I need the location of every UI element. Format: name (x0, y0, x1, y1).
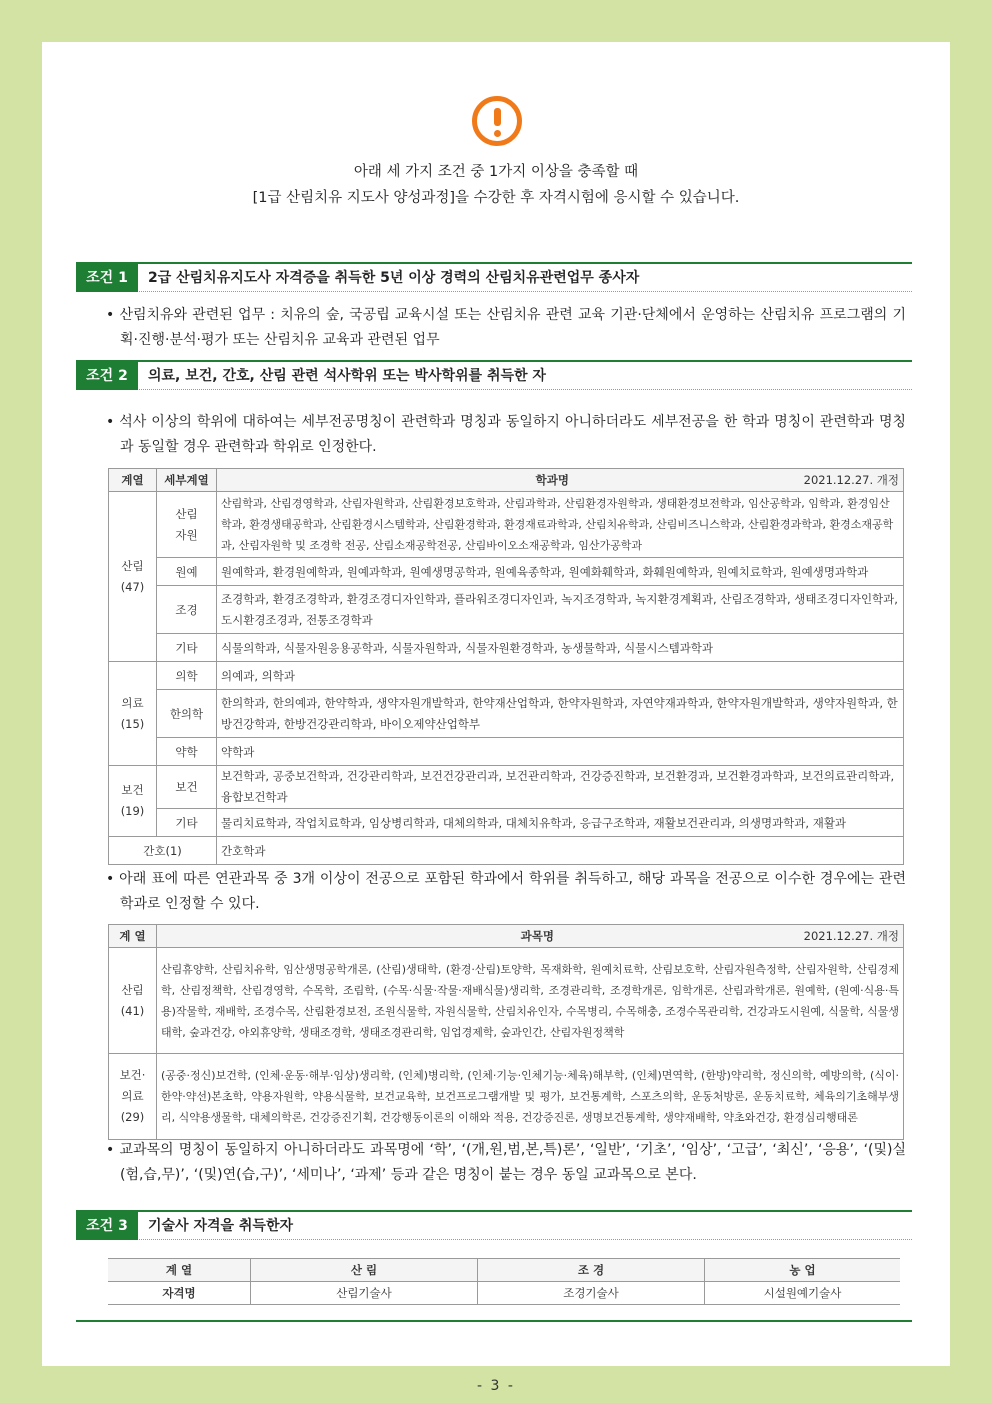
condition-3-tag: 조건 3 (76, 1212, 138, 1240)
forest-resources-list: 산림학과, 산림경영학과, 산림자원학과, 산림환경보호학과, 산림과학과, 산림환경자원학과, 생태환경보전학과, 임산공학과, 임학과, 환경임산학과, 환경생태공학과, 산림환경시스템학과, 산림환경학과, 환경재료과학과, 산림치유학과, 산림비즈니스학과, 산림환경과학과, 환경소재공학과, 산림자원학 및 조경학 전공, 산림소재공학전공, 산림바이오소재공학과, 임산가공학과 (217, 492, 904, 558)
landscape-list: 조경학과, 환경조경학과, 환경조경디자인학과, 플라워조경디자인과, 녹지조경학과, 녹지환경계획과, 산림조경학과, 생태조경디자인학과, 도시환경조경과, 전통조경학과 (217, 586, 904, 634)
condition-2-title: 의료, 보건, 간호, 산림 관련 석사학위 또는 박사학위를 취득한 자 (148, 368, 546, 384)
sub-medicine: 의학 (157, 662, 217, 690)
sub-health: 보건 (157, 766, 217, 809)
condition-3-header (76, 1210, 912, 1240)
subject-field-forest: 산림 (41) (109, 948, 157, 1054)
forest-etc-list: 식물의학과, 식물자원응용공학과, 식물자원학과, 식물자원환경학과, 농생물학과, 식물시스템과학과 (217, 634, 904, 662)
q-forest: 산림기술사 (251, 1282, 478, 1305)
medicine-list: 의예과, 의학과 (217, 662, 904, 690)
nursing-list: 간호학과 (217, 837, 904, 865)
forest-subject-list: 산림휴양학, 산림치유학, 임산생명공학개론, (산림)생태학, (환경·산림)토양학, 목재화학, 원예치료학, 산림보호학, 산림자원측정학, 산림자원학, 산림경제학, 산림정책학, 산림경영학, 수목학, 조림학, (수목·식물·작물·재배식물)생리학, 조경관리학, 조경학개론, 임학개론, 산림과학개론, 원예학, (원예·식용·특용)작물학, 재배학, 조경수목, 산림환경보전, 조원식물학, 자원식물학, 산림치유인자, 수목병리, 수목해충, 조경수목관리학, 건강과도시원예, 식물학, 식물생태학, 숲과건강, 야외휴양학, 생태조경학, 생태조경관리학, 임업경제학, 숲과인간, 산림자원정책학 (157, 948, 904, 1054)
health-subject-list: (공중·정신)보건학, (인체·운동·해부·임상)생리학, (인체)병리학, (인체·기능·인체기능·체육)해부학, (인체)면역학, (한방)약리학, 정신의학, 예방의학, (식이·한약·약선)본초학, 약용자원학, 약용식물학, 보건교육학, 보건프로그램개발 및 평가, 보건통계학, 스포츠의학, 운동처방론, 운동치료학, 체육의기초해부생리, 식약용생물학, 대체의학론, 건강증진기획, 건강행동이론의 이해와 적용, 건강증진론, 생명보건통계학, 생약재배학, 약초와건강, 환경심리행태론 (157, 1054, 904, 1140)
bottom-divider (76, 1320, 912, 1322)
exclamation-icon (472, 96, 522, 146)
subject-revision-date: 2021.12.27. 개정 (803, 929, 899, 943)
condition-3-title: 기술사 자격을 취득한자 (148, 1218, 293, 1234)
condition-2-bullet-2: • 아래 표에 따른 연관과목 중 3개 이상이 전공으로 포함된 학과에서 학위를 취득하고, 해당 과목을 전공으로 이수한 경우에는 관련학과로 인정할 수 있다. (106, 871, 906, 912)
q-landscape: 조경기술사 (478, 1282, 705, 1305)
th-department-label: 학과명 (535, 473, 569, 487)
field-medical: 의료 (15) (109, 662, 157, 766)
health-etc-list: 물리치료학과, 작업치료학과, 임상병리학과, 대체의학과, 대체치유학과, 응급구조학과, 재활보건관리과, 의생명과학과, 재활과 (217, 809, 904, 837)
page-number: - 3 - (477, 1378, 515, 1394)
condition-2-bullet-3: • 교과목의 명칭이 동일하지 아니하더라도 과목명에 ‘학’, ‘(개,원,범,본,특)론’, ‘일반’, ‘기초’, ‘임상’, ‘고급’, ‘최신’, ‘응용’, ‘(및)실(험,습,무)’, ‘(및)연(습,구)’, ‘세미나’, ‘과제’ 등과 같은 명칭이 붙는 경우 동일 교과목으로 본다. (106, 1142, 906, 1183)
engineer-qualification-table (108, 1258, 900, 1305)
sub-landscape: 조경 (157, 586, 217, 634)
field-nursing: 간호(1) (109, 837, 217, 865)
condition-1-bullet: • 산림치유와 관련된 업무 : 치유의 숲, 국공립 교육시설 또는 산림치유 관련 교육 기관·단체에서 운영하는 산림치유 프로그램의 기획·진행·분석·평가 또는 산림치유 교육과 관련된 업무 (106, 307, 906, 348)
oriental-medicine-list: 한의학과, 한의예과, 한약학과, 생약자원개발학과, 한약재산업학과, 한약자원학과, 자연약재과학과, 한약자원개발학과, 생약자원학과, 한방건강학과, 한방건강관리학과, 바이오제약산업학부 (217, 690, 904, 738)
th-q-field: 계 열 (108, 1259, 251, 1282)
th-field: 계열 (109, 469, 157, 492)
q-row-label: 자격명 (108, 1282, 251, 1305)
revision-date: 2021.12.27. 개정 (803, 473, 899, 487)
sub-horticulture: 원예 (157, 558, 217, 586)
condition-2-header (76, 360, 912, 390)
health-list: 보건학과, 공중보건학과, 건강관리학과, 보건건강관리과, 보건관리학과, 건강증진학과, 보건환경과, 보건환경과학과, 보건의료관리학과, 융합보건학과 (217, 766, 904, 809)
sub-forest-resources: 산림 자원 (157, 492, 217, 558)
th-q-forest: 산 림 (251, 1259, 478, 1282)
condition-1-title: 2급 산림치유지도사 자격증을 취득한 5년 이상 경력의 산림치유관련업무 종사자 (148, 270, 640, 286)
intro-line-2: [1급 산림치유 지도사 양성과정]을 수강한 후 자격시험에 응시할 수 있습니다. (252, 190, 740, 206)
sub-oriental-medicine: 한의학 (157, 690, 217, 738)
document-page (42, 42, 950, 1366)
pharmacy-list: 약학과 (217, 738, 904, 766)
condition-1-tag: 조건 1 (76, 264, 138, 292)
th-q-landscape: 조 경 (478, 1259, 705, 1282)
related-subjects-table (108, 924, 904, 1140)
sub-forest-etc: 기타 (157, 634, 217, 662)
subject-field-health: 보건· 의료 (29) (109, 1054, 157, 1140)
intro-line-1: 아래 세 가지 조건 중 1가지 이상을 충족할 때 (353, 164, 639, 180)
sub-health-etc: 기타 (157, 809, 217, 837)
th-department (217, 469, 904, 492)
th-subject-label: 과목명 (520, 929, 554, 943)
horticulture-list: 원예학과, 환경원예학과, 원예과학과, 원예생명공학과, 원예육종학과, 원예화훼학과, 화훼원예학과, 원예치료학과, 원예생명과학과 (217, 558, 904, 586)
related-departments-table (108, 468, 904, 865)
field-forest: 산림 (47) (109, 492, 157, 662)
condition-2-bullet-1: • 석사 이상의 학위에 대하여는 세부전공명칭이 관련학과 명칭과 동일하지 아니하더라도 세부전공을 한 학과 명칭이 관련학과 명칭과 동일할 경우 관련학과 학위로 인정한다. (106, 414, 906, 455)
sub-pharmacy: 약학 (157, 738, 217, 766)
th-q-agri: 농 업 (705, 1259, 901, 1282)
field-health: 보건 (19) (109, 766, 157, 837)
condition-1-header (76, 262, 912, 292)
th-subject-field: 계 열 (109, 925, 157, 948)
th-subfield: 세부계열 (157, 469, 217, 492)
condition-2-tag: 조건 2 (76, 362, 138, 390)
q-agri: 시설원예기술사 (705, 1282, 901, 1305)
